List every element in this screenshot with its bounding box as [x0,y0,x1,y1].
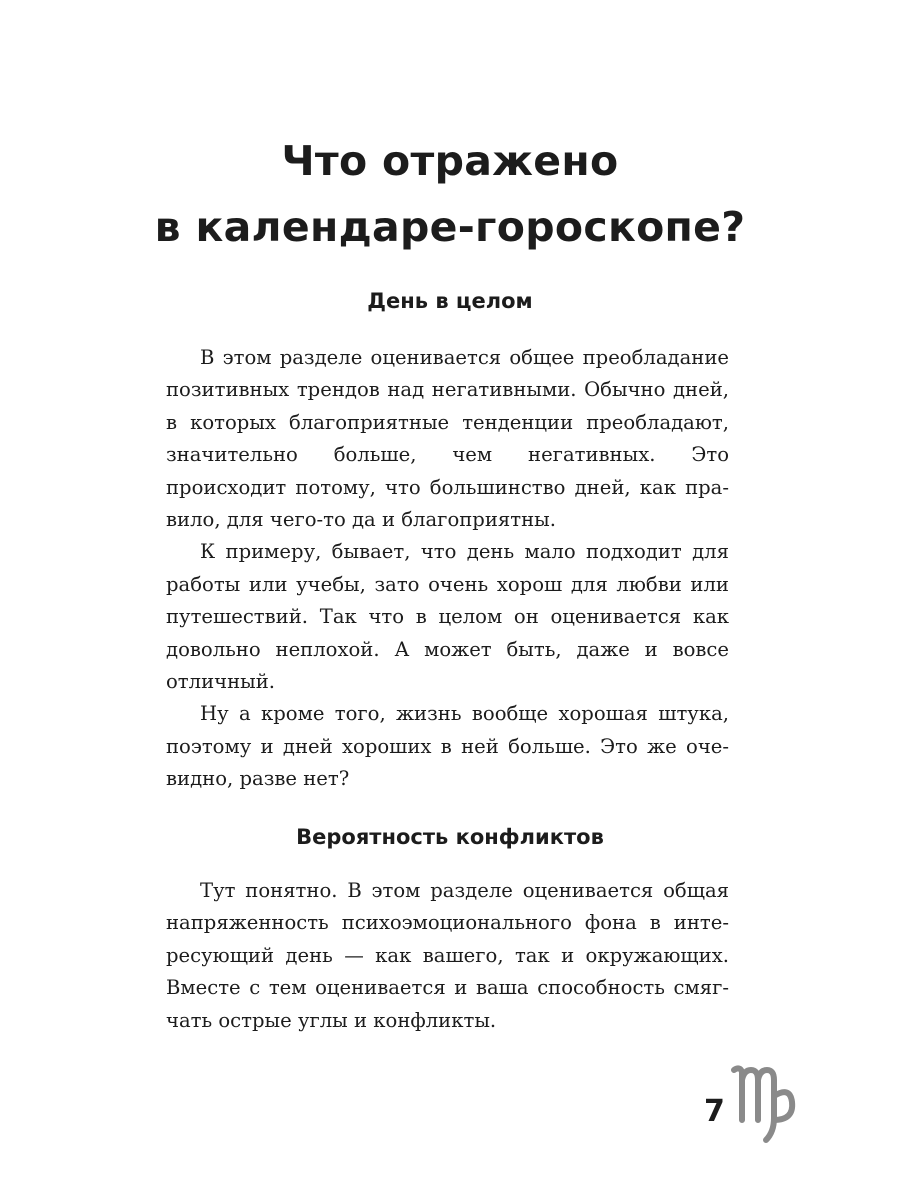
section-body-conflict-probability [166,875,729,1037]
section-heading-conflict-probability: Вероятность конфликтов [296,825,604,849]
section-body-day-overall [166,342,729,796]
paragraph: Ну а кроме того, жизнь вообще хорошая штука, поэтому и дней хороших в ней больше. Это же очевидно, разве нет? [166,702,729,791]
paragraph: В этом разделе оценивается общее преобладание позитивных трендов над негативными. Обычно дней, в которых благоприятные тенденции преобладают, значительно больше, чем негативных. Это происходит потому, что большинство дней, как правило, для чего-то да и благоприятны. [166,346,729,532]
virgo-icon [730,1058,800,1148]
paragraph: Тут понятно. В этом разделе оценивается общая напряженность психоэмоционального фона в интересующий день — как вашего, так и окружающих. Вместе с тем оценивается и ваша способность смягчать острые углы и конфликты. [166,879,729,1032]
page-title-line-1: Что отражено [281,137,619,185]
paragraph: К примеру, бывает, что день мало подходит для работы или учебы, зато очень хорош для любви или путешествий. Так что в целом он оценивается как довольно неплохой. А может быть, даже и вовсе отличный. [166,540,729,694]
page-title [0,128,900,260]
page-title-line-2: в календаре-гороскопе? [154,203,746,251]
section-heading-day-overall: День в целом [367,289,533,313]
page-number: 7 [704,1094,725,1129]
